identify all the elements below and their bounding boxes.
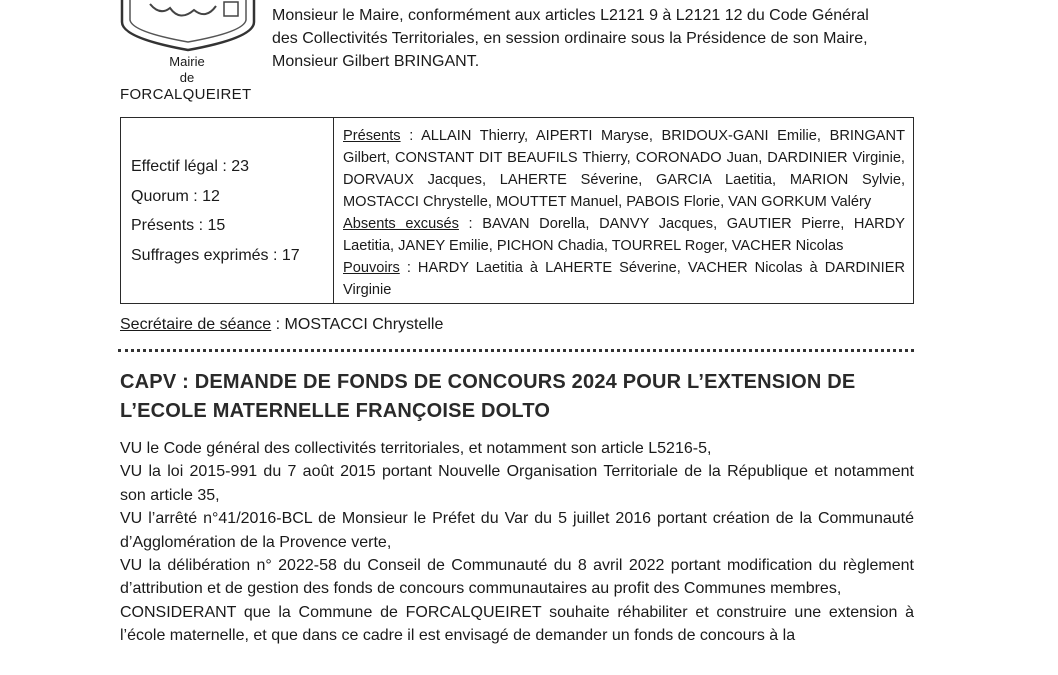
- secretary-label: Secrétaire de séance: [120, 316, 272, 333]
- absents-list: : BAVAN Dorella, DANVY Jacques, GAUTIER Pierre, HARDY Laetitia, JANEY Emilie, PICHON Chadia, TOURREL Roger, VACHER Nicolas: [343, 216, 905, 254]
- stats-list: [131, 152, 300, 270]
- body-paragraph: VU le Code général des collectivités territoriales, et notamment son article L5216-5,: [120, 440, 712, 457]
- mairie-label-line2: de: [179, 70, 195, 85]
- pouvoirs-label: Pouvoirs: [343, 260, 400, 276]
- intro-line: Monsieur le Maire, conformément aux articles L2121 9 à L2121 12 du Code Général: [272, 7, 869, 24]
- deliberation-body: [120, 437, 914, 648]
- stat-suffrages: Suffrages exprimés : 17: [131, 246, 300, 264]
- attendance-table: [120, 117, 914, 304]
- secretary-line: [120, 316, 443, 334]
- dotted-separator: [118, 349, 914, 352]
- stat-quorum: Quorum : 12: [131, 187, 220, 205]
- presents-list: : ALLAIN Thierry, AIPERTI Maryse, BRIDOUX-GANI Emilie, BRINGANT Gilbert, CONSTANT DIT BEAUFILS Thierry, CORONADO Juan, DARDINIER Virginie, DORVAUX Jacques, LAHERTE Séverine, GARCIA Laetitia, MARION Sylvie, MOSTACCI Chrystelle, MOUTTET Manuel, PABOIS Florie, VAN GORKUM Valéry: [343, 128, 905, 210]
- presents-label: Présents: [343, 128, 401, 144]
- deliberation-title: CAPV : DEMANDE DE FONDS DE CONCOURS 2024 POUR L’EXTENSION DE L’ECOLE MATERNELLE FRANÇOISE DOLTO: [120, 371, 856, 422]
- body-paragraph: VU l’arrêté n°41/2016-BCL de Monsieur le Préfet du Var du 5 juillet 2016 portant création de la Communauté d’Agglomération de la Provence verte,: [120, 510, 914, 551]
- mairie-label-line1: Mairie: [169, 54, 205, 69]
- absents-paragraph: [343, 213, 905, 257]
- stat-presents: Présents : 15: [131, 217, 226, 234]
- absents-label: Absents excusés: [343, 216, 459, 232]
- body-paragraph: VU la loi 2015-991 du 7 août 2015 portant Nouvelle Organisation Territoriale de la République et notamment son article 35,: [120, 463, 914, 504]
- mairie-label: [112, 54, 262, 86]
- intro-line: Monsieur Gilbert BRINGANT.: [272, 53, 480, 70]
- stats-cell: [121, 118, 334, 303]
- attendance-cell: [343, 125, 905, 301]
- commune-name: FORCALQUEIRET: [120, 86, 252, 103]
- intro-paragraph: [272, 4, 914, 73]
- body-paragraph: VU la délibération n° 2022-58 du Conseil de Communauté du 8 avril 2022 portant modification du règlement d’attribution et de gestion des fonds de concours communautaires au profit des Communes membres,: [120, 557, 914, 598]
- secretary-name: : MOSTACCI Chrystelle: [271, 316, 444, 333]
- body-paragraph: CONSIDERANT que la Commune de FORCALQUEIRET souhaite réhabiliter et construire une extension à l’école maternelle, et que dans ce cadre il est envisagé de demander un fonds de concours à la: [120, 603, 914, 645]
- pouvoirs-list: : HARDY Laetitia à LAHERTE Séverine, VACHER Nicolas à DARDINIER Virginie: [343, 260, 905, 298]
- pouvoirs-paragraph: [343, 257, 905, 301]
- stat-effectif-legal: Effectif légal : 23: [131, 158, 249, 175]
- intro-line: des Collectivités Territoriales, en session ordinaire sous la Présidence de son Maire,: [272, 30, 868, 47]
- coat-of-arms-icon: [120, 0, 256, 54]
- presents-paragraph: [343, 125, 905, 213]
- municipal-logo: [112, 0, 262, 110]
